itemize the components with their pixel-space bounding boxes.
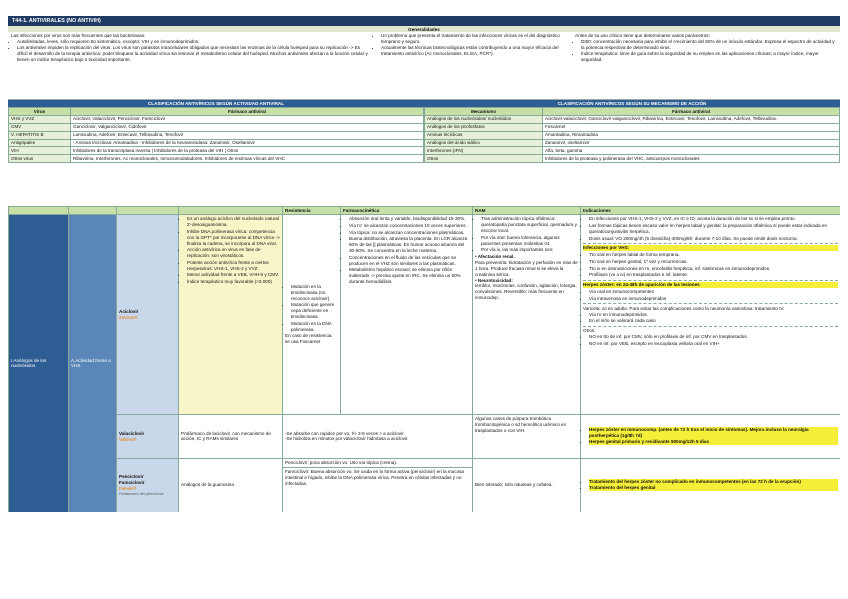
drug-valaciclovir — [117, 414, 179, 458]
ram-item: • Tras administración tópica oftálmica: queratopatía punctata superficial, quemadura y escozor local. — [481, 216, 578, 234]
row-value: Alfa, beta, gamma — [543, 147, 840, 155]
pk-item: -Se hidroliza en minutos por valaciclovir hidrolasa a aciclovir. — [285, 436, 409, 442]
generalidades-left-item: • Autolimitadas, leves, sólo requieren tto sintomático, excepto: VIH y en inmunodeprimidos. — [17, 39, 369, 45]
table-row — [425, 139, 840, 147]
drug-detail-table — [8, 206, 840, 512]
varicela-heading: Varicela: vo en adulto. Para evitar las complicaciones como la neumonía varicelosa: tratamiento IV. — [583, 305, 785, 311]
indication-item: • Profilaxis (vo o iv) en trasplantados e inf. latente. — [589, 272, 838, 278]
row-label: Otros — [425, 155, 543, 163]
group-nucleosidos: I.Análogos de los nucleósidos — [9, 214, 69, 512]
drug-name: Penciclovir — [119, 474, 144, 480]
generalidades-mid-item: • Actualmente las técnicas biotecnológicas están contribuyendo a una mayor eficacia del tratamiento antivírico (Ac monoclonales, ELISA, PCR*). — [381, 45, 569, 57]
row-label: Antigripales — [9, 139, 71, 147]
row-value: Lamivudina, Adefovir, Entecavir, Telbivudina, Tenofovir — [71, 131, 424, 139]
table-row — [9, 115, 424, 123]
table-row — [425, 147, 840, 155]
table-row — [9, 123, 424, 131]
table-header-resistencia: Resistencia — [283, 207, 341, 215]
document-title: T44-1. ANTIVIRALES (NO ANTIVIH) — [8, 16, 840, 26]
pk-item: Famciclovir: Buena absorción vo. Se oxida en la forma activa (penciclovir) en la mucosa intestinal e hígado, inhibe la DNA polimerasa vírica. Penetra en células infectadas y no infectadas. — [285, 468, 464, 486]
generalidades-header: Generalidades — [8, 26, 840, 32]
drug-brand: Valtrex® — [119, 436, 137, 442]
indication-item: • Tratamiento del herpes zóster no complicado en inmunocompetentes (en las 72 h de la erupción) — [589, 479, 838, 485]
row-value: Ribavirina, Interferones, Ac monoclonales, Inmunomoduladores, Inhibidores de enzimas víricas del VHC — [71, 155, 424, 163]
row-label: Aminas tricíclicas — [425, 131, 543, 139]
mechanism-classification-table — [424, 107, 840, 206]
generalidades-right-item: • DI50: concentración necesaria para inhibir el crecimiento del 50% de un inóculo estándar. Expresa el espectro de actividad y la potencia respectiva de determinado virus. — [581, 39, 837, 51]
row-value: Aciclovir-valaciclovir, Ganciclovir-valganciclovir, Ribavirina, Entecavir, Tenofovir, Lamivudina, Adefovir, Telbivudina. — [543, 115, 840, 123]
ram-neuro-heading: • Neurotoxicidad: — [475, 277, 513, 283]
drug-name: Famciclovir — [119, 480, 145, 486]
table-row — [9, 139, 424, 147]
row-value: Ganciclovir, Valganciclovir, Cidofovir — [71, 123, 424, 131]
generalidades-right-item: • Índice terapéutico: sirve de guía sobre la seguridad de su empleo en las aplicaciones clínicas; a mayor índice, mayor seguridad. — [581, 51, 837, 63]
indication-item: • Las formas tópicas tienen escaso valor en herpes labial y genital; la preparación oftálmica sí puede estar indicada en queratoconjuntivitis herpética. — [589, 223, 838, 235]
generalidades-mid-item: • Un problema que presenta el tratamiento de las infecciones víricas es el del diagnóstico temprano y seguro. — [381, 33, 569, 45]
table-header: Virus — [9, 108, 71, 116]
pk-item: • Metabolismo hepático escaso; se elimina por riñón inalterado -> precisa ajuste en IRC. Se elimina un 60% durante hemodiálisis. — [349, 267, 470, 285]
zoster-heading: Herpes zóster: en 24-48h de aparición de las lesiones — [583, 282, 838, 288]
row-value: - Aminas tricíclicas: Amantadina - Inhibidores de la neuraminidasa: Zanamivir, Oseltamivir — [71, 139, 424, 147]
ram-item: • Por vía iv, las más importantes son: — [481, 247, 578, 253]
resistance-item: • Mutación en la DNA polimerasa. — [291, 321, 338, 333]
indication-item: • Herpes genital primario y recidivante 500mg/12h 5 días — [589, 439, 838, 445]
activity-classification-table — [8, 107, 424, 206]
resistance-item: • Mutación que genere cepa deficiente en timidincinasa. — [291, 302, 338, 320]
mechanism-item: • Inhibe DNA polimerasa vírica: competencia con la GPT* por incorporarse al DNA vírico -> finaliza la cadena, se incorpora al DNA viral. — [187, 229, 280, 247]
row-label: V. HEPATITIS B — [9, 131, 71, 139]
table-header — [9, 207, 69, 215]
mechanism-item: • Índice terapéutico muy favorable (>3.000) — [187, 279, 280, 285]
document-page — [8, 16, 840, 516]
row-label: Análogos de los pirofosfatos — [425, 123, 543, 131]
row-value: Amantadina, Rimantadina — [543, 131, 840, 139]
row-label: Otros virus — [9, 155, 71, 163]
pk-item: Penciclovir: poca absorción vo. Uso vía tópica (crema). — [283, 459, 472, 468]
valaciclovir-mechanism: Profármaco de laciclovir, con mecanismo de acción, IC y RAMs similares — [179, 414, 283, 458]
drug-brand: Zovirax® — [119, 314, 138, 320]
row-label: CMV — [9, 123, 71, 131]
row-label: VIH — [9, 147, 71, 155]
table-header: Fármaco antiviral — [71, 108, 424, 116]
pk-item: • Vía tópica: no se alcanzan concentraciones plasmáticas. — [349, 230, 470, 236]
penciclovir-ram: Bien tolerado; sólo náuseas y cefalea. — [473, 458, 581, 512]
left-classification-bar: CLASIFICACIÓN ANTIVÍRICOS SEGÚN ACTIVIDAD ANTIVIRAL — [8, 100, 424, 107]
right-classification-bar: CLASIFICACIÓN ANTIVÍRICOS SEGÚN SU MECANISMO DE ACCIÓN — [424, 100, 840, 107]
row-label: Análogos de los nucleósidos/ nucleótidos — [425, 115, 543, 123]
indication-item: • Tto oral en herpes labial de forma temprana. — [589, 252, 838, 258]
ram-item: • Por vía oral: buena tolerancia, algunos pacientes presentan molestias GI. — [481, 235, 578, 247]
generalidades-middle — [372, 32, 572, 100]
resistance-item: • Mutación en la timidincinasa (no reconoce aciclovir). — [291, 284, 338, 302]
aciclovir-indicaciones — [581, 214, 841, 414]
table-header-ram: RAM — [473, 207, 581, 215]
indication-item: • Tratamiento del herpes genital — [589, 485, 838, 491]
row-value: Inhibidores de la proteasa y polimerasa del VHC, anticuerpos monoclonales — [543, 155, 840, 163]
vhs-heading: Infecciones por VHS: — [583, 245, 838, 251]
indication-item: • NO en inf. por VEB, excepto en leucoplasia vellosa oral en VIH+ — [589, 341, 838, 347]
table-row — [9, 147, 424, 155]
row-value: Zanamivir, oseltamivir — [543, 139, 840, 147]
group-actividad-vhs: A.Actividad frente a VHS — [69, 214, 117, 512]
indication-item: • NO en tto de inf. por CMV, sólo en profilaxis de inf. por CMV en trasplantados. — [589, 334, 838, 340]
indication-item: • Tto oral en herpes genital, 1º vez y recurrencias. — [589, 259, 838, 265]
table-row — [9, 131, 424, 139]
table-row — [425, 155, 840, 163]
row-label: Análogos del ácido siálico — [425, 139, 543, 147]
table-header-farmacocinetica: Farmacocinética — [341, 207, 473, 215]
pk-item: • Vía IV: se alcanzan concentraciones 10 veces superiores. — [349, 223, 470, 229]
row-value: Foscarnet — [543, 123, 840, 131]
indication-item: • En el niño se valorará cada caso — [589, 318, 838, 324]
penciclovir-indicaciones — [581, 458, 841, 512]
generalidades-left-item: • Los antivirales impiden la replicación del virus. Los virus son parásitos intracelulares obligados que necesitan las enzimas de la célula huésped para su replicación -> Es difícil el desarrollo de la terapia antivírica: poder bloquear la actividad vírica sin lesionar el metabolismo celular del huésped. Muchos antivirales afectan a la función celular y tienen un índice terapéutico bajo o toxicidad importante. — [17, 45, 369, 63]
table-header: Mecanismo — [425, 108, 543, 116]
generalidades-left — [8, 32, 372, 100]
resistance-note: En caso de resistencia: se usa Foscarnet — [285, 333, 333, 345]
table-header: Fármaco antiviral — [543, 108, 840, 116]
valaciclovir-indicaciones — [581, 414, 841, 458]
drug-name: Valaciclovir — [119, 430, 145, 436]
ram-renal-text: Para prevenirla: hidratación y perfusión en más de 1 hora. Produce fracaso renal si se eleva la creatinina sérica. — [475, 259, 578, 277]
generalidades-left-intro: Las infecciones por virus son más frecuentes que las bacterianas. — [11, 33, 146, 38]
row-label: Interferones (IFN) — [425, 147, 543, 155]
table-header — [69, 207, 117, 215]
drug-name: Aciclovir — [119, 308, 139, 314]
drug-prodrug-note: Profármaco del penciclovir — [119, 491, 164, 496]
generalidades-right-intro: Antes de su uso clínico tiene que determinarse varios parámetros: — [575, 33, 710, 38]
aciclovir-mechanism — [179, 214, 283, 414]
row-label: VHS y VVZ — [9, 115, 71, 123]
table-header-indicaciones: Indicaciones — [581, 207, 841, 215]
table-row — [9, 155, 424, 163]
mechanism-item: • Es un análogo acíclico del nucleósido natural 2'-desoxiguanosina. — [187, 216, 280, 228]
ram-renal-heading: • Afectación renal. — [475, 254, 515, 260]
row-value: Inhibidores de la transcriptasa inversa | Inhibidores de la proteasa del VIH | Otros — [71, 147, 424, 155]
table-row — [425, 131, 840, 139]
penciclovir-farmacocinetica — [283, 458, 473, 512]
table-row — [425, 115, 840, 123]
drug-detail-table-wrap — [8, 206, 840, 512]
table-row — [425, 123, 840, 131]
indication-item: • Vía intravenosa en inmunodeprimidos — [589, 296, 838, 302]
otros-heading: Otros: — [583, 328, 596, 334]
drug-penciclovir — [117, 458, 179, 512]
drug-aciclovir — [117, 214, 179, 414]
mechanism-item: • Menor actividad frente a VEB, VHH-6 y CMV. — [187, 272, 280, 278]
indication-item: • Vía IV en inmunodeprimidos. — [589, 312, 838, 318]
aciclovir-farmacocinetica — [341, 214, 473, 414]
indication-item: • Tto iv en desnutriciones en rn, encefalitis herpética, inf. sistémicas en inmunodeprimidos. — [589, 266, 838, 272]
row-value: Aciclovir, Valaciclovir, Penciclovir, Famciclovir — [71, 115, 424, 123]
table-header — [117, 207, 179, 215]
pk-item: • Concentraciones en el fluido de las vesículas que se producen en el VHZ son similares a las plasmáticas. — [349, 255, 470, 267]
pk-item: -Se absorbe con rapidez por vo, t½ 3-5 veces > a aciclovir. — [285, 430, 405, 436]
pk-item: • Buena distribución, atraviesa la placenta. En LCR alcanza 50% de las [] plasmáticas. En humor acuoso alcanza del 30-50%. Se concentra en la leche materna. — [349, 236, 470, 254]
indication-item: • Dosis usual: VO 200mg/4h (5 dosis/día)-400mg/8h; durante 7-10 días. Se puede omitir dosis nocturna. — [589, 236, 838, 242]
drug-brand: Famvir® — [119, 486, 137, 492]
table-header — [179, 207, 283, 215]
ram-neuro-text: temblor, mioclonías, confusión, agitación, letargia, convulsiones. Reversible; más frecuente en inmunodep. — [475, 283, 577, 301]
mechanism-item: • Acción antivírica en virus en fase de replicación: son virostáticos. — [187, 247, 280, 259]
indication-item: • Herpes zóster en inmunocomp. (antes de 72 h tras el inicio de síntomas). Mejora incluso la neuralgia postherpética (1g/8h 7d) — [589, 427, 838, 439]
mechanism-item: • Potente acción antivírica frente a ciertos Herpesvirus: VHS-1, VHS-2 y VVZ. — [187, 260, 280, 272]
pk-item: • Absorción oral lenta y variable, biodisponibilidad 15-30%. — [349, 216, 470, 222]
valaciclovir-farmacocinetica — [283, 414, 473, 458]
generalidades-right — [572, 32, 840, 100]
aciclovir-ram — [473, 214, 581, 414]
indication-item: • Vía oral en inmunocompetentes — [589, 289, 838, 295]
aciclovir-resistencia — [283, 214, 341, 414]
indication-item: • En infecciones por VHS-1, VHS-2 y VVZ, en IC e ID: acorta la duración de los sx si se emplea pronto. — [589, 216, 838, 222]
valaciclovir-ram: Algunos casos de púrpura trombótica trombocitopénica o sd hemolítico urémico en trasplantados o con VIH. — [473, 414, 581, 458]
penciclovir-mechanism: Análogos de la guanosina — [179, 458, 283, 512]
